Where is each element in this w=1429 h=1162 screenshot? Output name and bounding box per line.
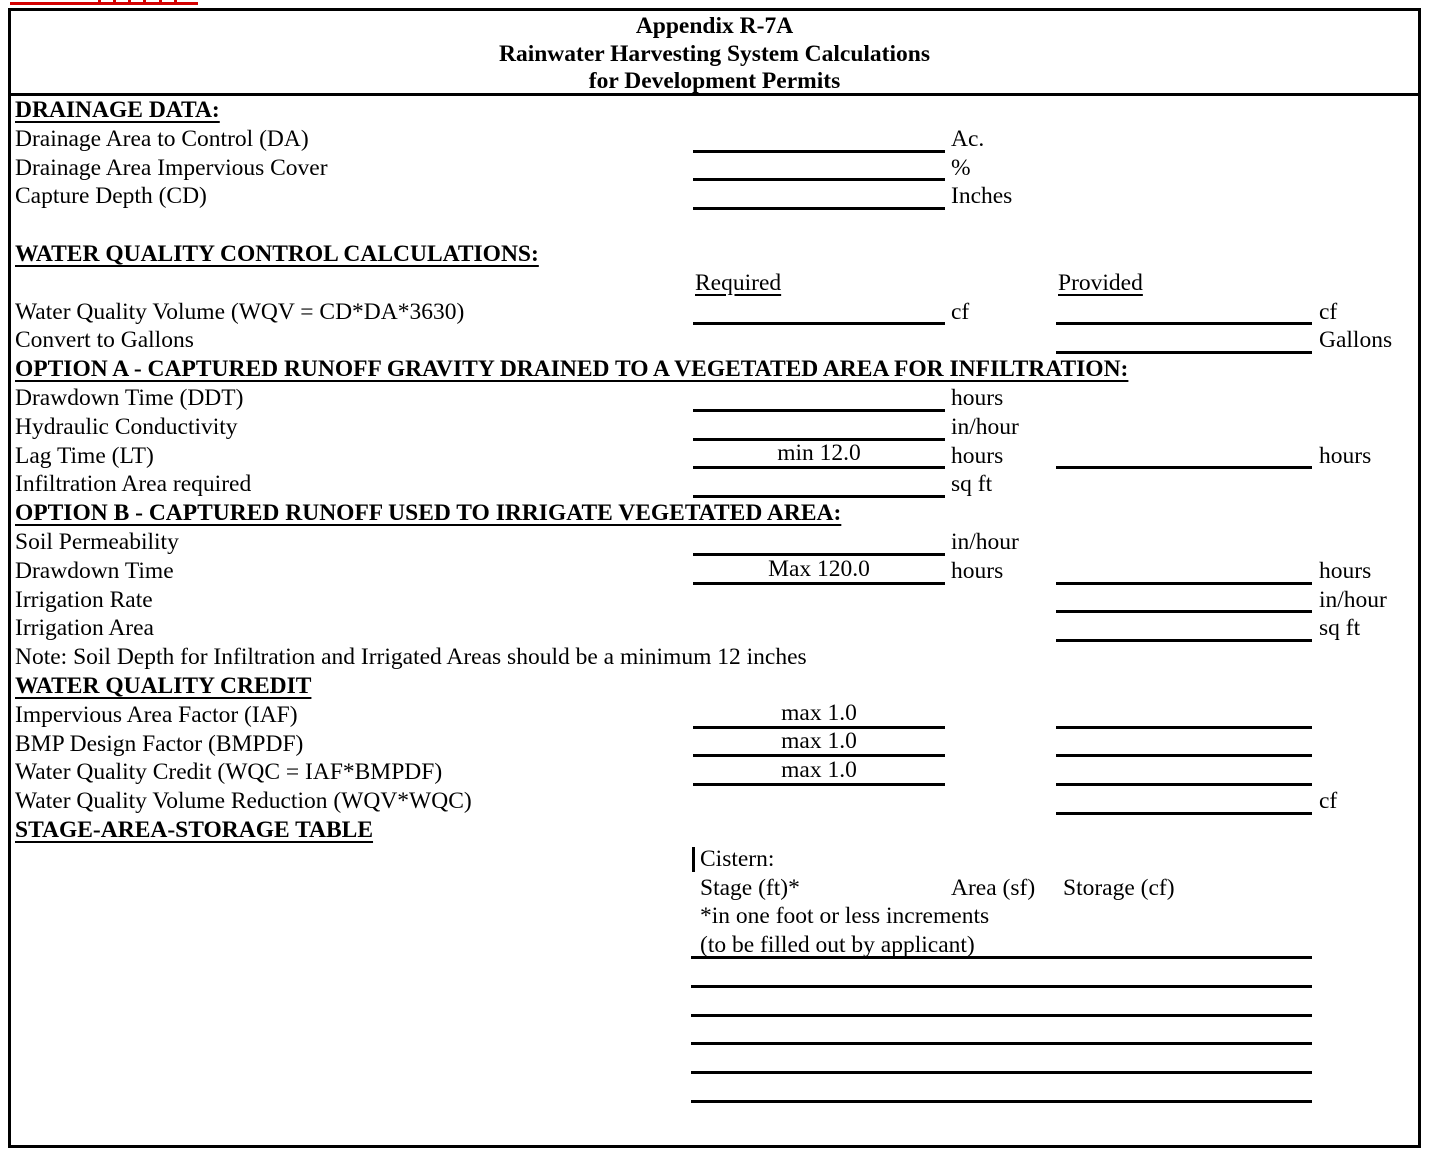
unit-label: Ac.	[951, 125, 985, 152]
unit-label: in/hour	[1319, 586, 1387, 613]
field-label: Drainage Area Impervious Cover	[15, 154, 328, 181]
provided-blank-gallons[interactable]	[1056, 325, 1312, 354]
heading-text: WATER QUALITY CREDIT	[15, 672, 312, 699]
stage-table-blank-row	[11, 989, 1418, 1018]
stage-table-blank-line[interactable]	[691, 988, 1312, 1017]
row-wqv	[11, 298, 1418, 327]
footnote-text: *in one foot or less increments	[700, 903, 990, 930]
row-infiltration-area	[11, 470, 1418, 499]
stage-table-blank-line[interactable]	[691, 1016, 1312, 1045]
heading-text: OPTION B - CAPTURED RUNOFF USED TO IRRIGATE VEGETATED AREA:	[15, 500, 842, 527]
row-lag-time	[11, 442, 1418, 471]
section-heading-wq-credit	[11, 672, 1418, 701]
heading-text: DRAINAGE DATA:	[15, 97, 220, 123]
unit-label: Inches	[951, 183, 1013, 210]
form-border	[8, 8, 1421, 1148]
heading-text: WATER QUALITY CONTROL CALCULATIONS:	[15, 240, 539, 267]
row-soil-depth-note	[11, 643, 1418, 672]
stage-table-blank-line[interactable]	[691, 959, 1312, 988]
heading-text: STAGE-AREA-STORAGE TABLE	[15, 816, 374, 843]
field-label: Irrigation Area	[15, 615, 154, 642]
row-bmpdf	[11, 730, 1418, 759]
column-header-stage: Stage (ft)*	[700, 874, 800, 901]
unit-label: Gallons	[1319, 327, 1393, 354]
column-header-row	[11, 269, 1418, 298]
unit-label: hours	[951, 442, 1004, 469]
title-line-appendix: Appendix R-7A	[635, 13, 794, 39]
unit-label: hours	[951, 557, 1004, 584]
stage-table-column-headers	[11, 874, 1418, 903]
unit-label: cf	[1319, 788, 1338, 815]
unit-label: in/hour	[951, 528, 1019, 555]
footnote-text: (to be filled out by applicant)	[700, 932, 975, 959]
provided-blank-bmpdf[interactable]	[1056, 728, 1312, 757]
provided-blank-irrigation-area[interactable]	[1056, 613, 1312, 642]
unit-label: hours	[951, 384, 1004, 411]
stage-table-blank-line[interactable]	[691, 1045, 1312, 1074]
required-blank-drawdown-time[interactable]: Max 120.0	[693, 556, 945, 585]
required-blank-drainage-area[interactable]	[693, 124, 945, 153]
field-label: Irrigation Rate	[15, 586, 153, 613]
row-irrigation-rate	[11, 586, 1418, 615]
unit-label: hours	[1319, 557, 1372, 584]
field-label: Soil Permeability	[15, 528, 179, 555]
required-blank-capture-depth[interactable]	[693, 181, 945, 210]
section-heading-drainage	[11, 96, 1418, 125]
row-drawdown-time-ddt	[11, 384, 1418, 413]
row-drainage-area	[11, 125, 1418, 154]
provided-blank-wqv[interactable]	[1056, 296, 1312, 325]
provided-blank-lag-time[interactable]	[1056, 440, 1312, 469]
row-footnote-increments	[11, 902, 1418, 931]
row-wqv-reduction	[11, 787, 1418, 816]
stage-table-blank-row	[11, 1046, 1418, 1075]
row-capture-depth	[11, 182, 1418, 211]
row-iaf	[11, 701, 1418, 730]
section-heading-stage-table	[11, 816, 1418, 845]
row-soil-permeability	[11, 528, 1418, 557]
unit-label: cf	[951, 298, 970, 325]
required-blank-iaf[interactable]: max 1.0	[693, 700, 945, 729]
provided-blank-drawdown-time[interactable]	[1056, 556, 1312, 585]
unit-label: sq ft	[951, 471, 993, 498]
provided-blank-iaf[interactable]	[1056, 700, 1312, 729]
clipped-red-annotation	[10, 2, 198, 5]
row-cistern	[11, 845, 1418, 874]
column-header-provided: Provided	[1058, 269, 1143, 296]
stage-table-blank-row	[11, 1018, 1418, 1047]
row-convert-gallons	[11, 326, 1418, 355]
form-title-block	[11, 11, 1418, 96]
field-label: Impervious Area Factor (IAF)	[15, 701, 298, 728]
text-cursor	[692, 847, 695, 872]
row-irrigation-area	[11, 614, 1418, 643]
stage-table-blank-row	[11, 960, 1418, 989]
section-heading-option-a	[11, 355, 1418, 384]
field-label: Convert to Gallons	[15, 327, 194, 354]
column-header-storage: Storage (cf)	[1063, 874, 1175, 901]
unit-label: in/hour	[951, 413, 1019, 440]
row-drawdown-time-b	[11, 557, 1418, 586]
row-footnote-applicant	[11, 931, 1418, 960]
field-label: Drawdown Time	[15, 557, 174, 584]
form-body	[11, 96, 1418, 1104]
provided-blank-irrigation-rate[interactable]	[1056, 584, 1312, 613]
cistern-label: Cistern:	[700, 845, 775, 872]
field-label: Water Quality Volume (WQV = CD*DA*3630)	[15, 298, 465, 325]
stage-table-blank-row	[11, 1075, 1418, 1104]
section-heading-wqcc	[11, 240, 1418, 269]
field-label: Capture Depth (CD)	[15, 183, 207, 210]
provided-blank-wqv-reduction[interactable]	[1056, 786, 1312, 815]
field-label: BMP Design Factor (BMPDF)	[15, 730, 304, 757]
title-line-name: Rainwater Harvesting System Calculations	[498, 40, 931, 67]
title-line-purpose: for Development Permits	[588, 68, 841, 94]
row-impervious-cover	[11, 154, 1418, 183]
field-label: Water Quality Volume Reduction (WQV*WQC)	[15, 788, 472, 815]
row-hydraulic-conductivity	[11, 413, 1418, 442]
field-label: Infiltration Area required	[15, 471, 252, 498]
unit-label: %	[951, 154, 971, 181]
field-label: Hydraulic Conductivity	[15, 413, 238, 440]
spacer-row	[11, 211, 1418, 240]
required-blank-bmpdf[interactable]: max 1.0	[693, 728, 945, 757]
column-header-area: Area (sf)	[951, 874, 1036, 901]
field-label: Lag Time (LT)	[15, 442, 154, 469]
unit-label: sq ft	[1319, 615, 1361, 642]
row-wqc	[11, 758, 1418, 787]
field-label: Drawdown Time (DDT)	[15, 384, 244, 411]
stage-table-rule	[691, 930, 1312, 959]
unit-label: hours	[1319, 442, 1372, 469]
note-text: Note: Soil Depth for Infiltration and Irrigated Areas should be a minimum 12 inches	[15, 644, 807, 671]
required-blank-impervious-cover[interactable]	[693, 152, 945, 181]
unit-label: cf	[1319, 298, 1338, 325]
heading-text: OPTION A - CAPTURED RUNOFF GRAVITY DRAINED TO A VEGETATED AREA FOR INFILTRATION:	[15, 356, 1129, 383]
required-blank-wqv[interactable]	[693, 296, 945, 325]
required-blank-wqc[interactable]: max 1.0	[693, 757, 945, 786]
required-blank-ddt[interactable]	[693, 383, 945, 412]
stage-table-blank-line[interactable]	[691, 1074, 1312, 1103]
field-label: Water Quality Credit (WQC = IAF*BMPDF)	[15, 759, 443, 786]
field-label: Drainage Area to Control (DA)	[15, 125, 309, 152]
section-heading-option-b	[11, 499, 1418, 528]
required-blank-infiltration-area[interactable]	[693, 469, 945, 498]
provided-blank-wqc[interactable]	[1056, 757, 1312, 786]
required-blank-lag-time[interactable]: min 12.0	[693, 440, 945, 469]
required-blank-hydraulic-conductivity[interactable]	[693, 412, 945, 441]
required-blank-soil-permeability[interactable]	[693, 527, 945, 556]
column-header-required: Required	[695, 269, 782, 296]
